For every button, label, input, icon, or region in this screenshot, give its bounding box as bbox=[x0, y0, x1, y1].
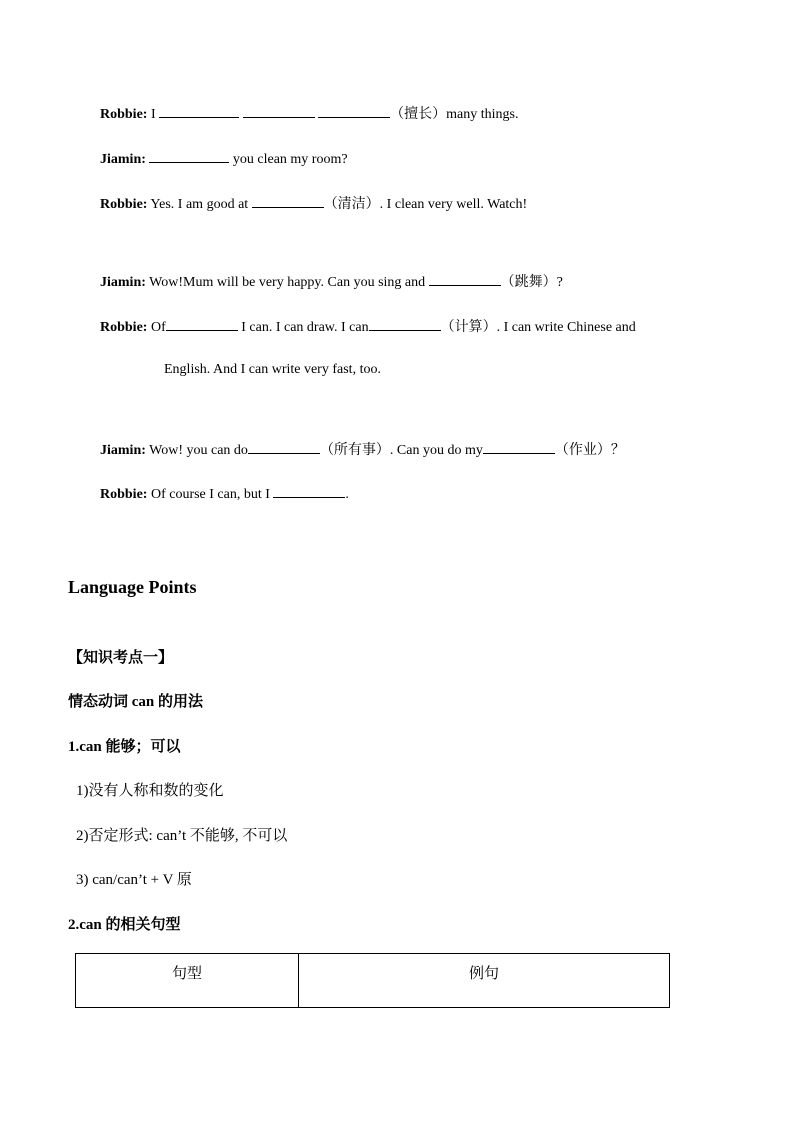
text: . bbox=[345, 487, 349, 502]
dialogue-line-4 bbox=[100, 271, 563, 292]
text: （所有事）. Can you do my bbox=[319, 443, 483, 458]
point-item-1: 1)没有人称和数的变化 bbox=[76, 783, 224, 799]
table-header-example: 例句 bbox=[299, 954, 670, 1008]
text: Yes. I am good at bbox=[147, 197, 252, 212]
text: I bbox=[150, 107, 160, 122]
sentence-pattern-table bbox=[75, 953, 670, 1008]
text: （计算）. I can write Chinese and bbox=[440, 320, 636, 335]
text: English. And I can write very fast, too. bbox=[164, 362, 381, 377]
answer-blank[interactable] bbox=[318, 103, 390, 118]
point-item-3: 3) can/can’t + V 原 bbox=[76, 872, 192, 888]
text: （作业）？ bbox=[554, 443, 625, 458]
dialogue-line-5 bbox=[100, 316, 636, 337]
text: （擅长）many things. bbox=[390, 107, 519, 122]
answer-blank[interactable] bbox=[166, 316, 238, 331]
table-row bbox=[76, 954, 670, 1008]
answer-blank[interactable] bbox=[159, 103, 239, 118]
answer-blank[interactable] bbox=[243, 103, 315, 118]
point-1-heading: 1.can 能够；可以 bbox=[68, 739, 181, 755]
subtitle: 情态动词 can 的用法 bbox=[68, 694, 204, 710]
point-2-heading: 2.can 的相关句型 bbox=[68, 917, 181, 933]
speaker: Robbie: bbox=[100, 197, 148, 212]
text: （清洁）. I clean very well. Watch! bbox=[323, 197, 528, 212]
dialogue-line-3 bbox=[100, 193, 527, 214]
text: Of course I can, but I bbox=[147, 487, 274, 502]
speaker: Robbie: bbox=[100, 107, 148, 122]
point-item-2: 2)否定形式: can’t 不能够, 不可以 bbox=[76, 828, 288, 844]
speaker: Jiamin: bbox=[100, 152, 146, 167]
text: （跳舞）? bbox=[500, 275, 563, 290]
speaker: Jiamin: bbox=[100, 443, 146, 458]
text: I can. I can draw. I can bbox=[237, 320, 369, 335]
dialogue-line-7 bbox=[100, 483, 349, 504]
dialogue-line-6 bbox=[100, 439, 625, 460]
dialogue-line-5-continued bbox=[164, 361, 381, 379]
dialogue-line-1 bbox=[100, 103, 518, 124]
table-header-pattern: 句型 bbox=[76, 954, 299, 1008]
answer-blank[interactable] bbox=[369, 316, 441, 331]
answer-blank[interactable] bbox=[248, 439, 320, 454]
dialogue-line-2 bbox=[100, 148, 348, 169]
speaker: Robbie: bbox=[100, 487, 148, 502]
answer-blank[interactable] bbox=[252, 193, 324, 208]
text: Of bbox=[147, 320, 166, 335]
answer-blank[interactable] bbox=[483, 439, 555, 454]
answer-blank[interactable] bbox=[149, 148, 229, 163]
speaker: Robbie: bbox=[100, 320, 148, 335]
answer-blank[interactable] bbox=[273, 483, 345, 498]
speaker: Jiamin: bbox=[100, 275, 146, 290]
section-title: Language Points bbox=[68, 577, 197, 597]
knowledge-point-heading: 【知识考点一】 bbox=[68, 650, 174, 666]
answer-blank[interactable] bbox=[429, 271, 501, 286]
text: Wow!Mum will be very happy. Can you sing and bbox=[145, 275, 429, 290]
text: Wow! you can do bbox=[145, 443, 248, 458]
text: you clean my room? bbox=[229, 152, 348, 167]
